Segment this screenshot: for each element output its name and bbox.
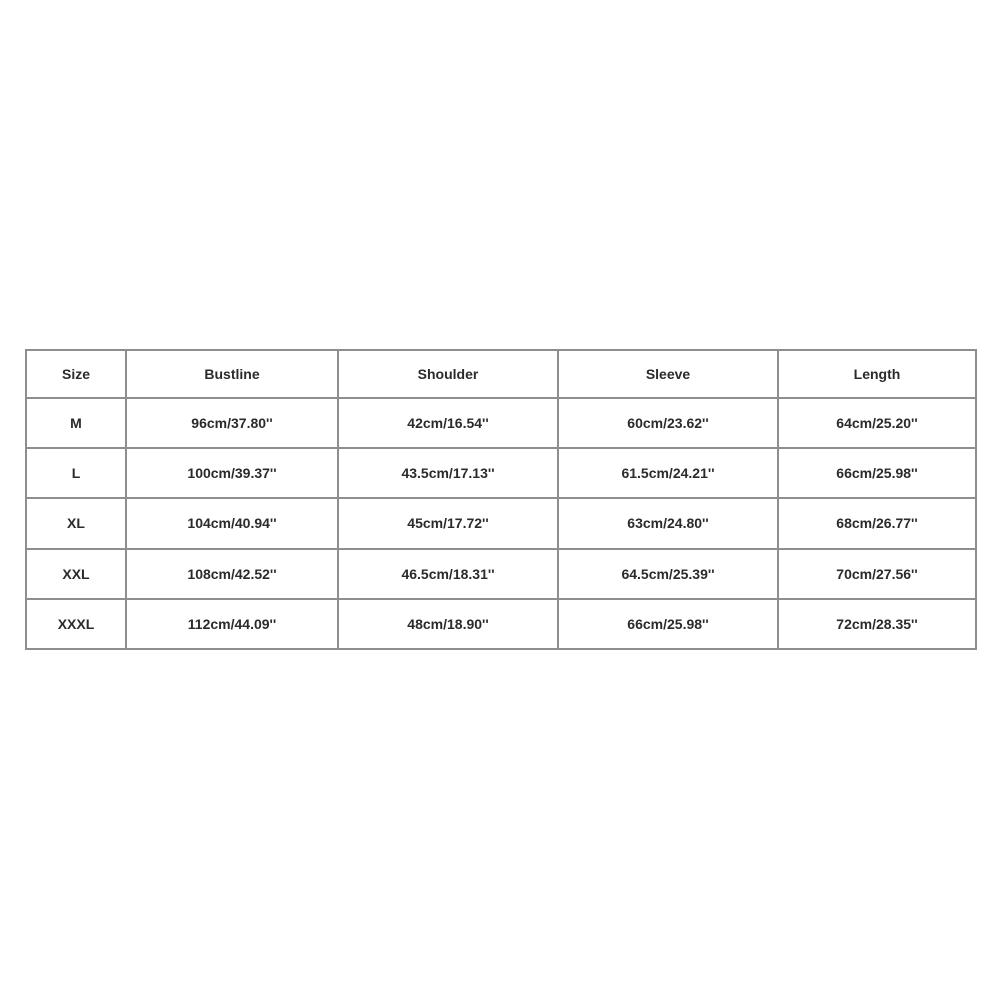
header-bustline: Bustline [126, 350, 338, 398]
cell-size: XXXL [26, 599, 126, 649]
cell-bustline: 96cm/37.80'' [126, 398, 338, 448]
header-sleeve: Sleeve [558, 350, 778, 398]
cell-shoulder: 46.5cm/18.31'' [338, 549, 558, 599]
size-chart-table [25, 349, 977, 650]
table-row [26, 498, 976, 548]
cell-sleeve: 66cm/25.98'' [558, 599, 778, 649]
header-size: Size [26, 350, 126, 398]
cell-sleeve: 60cm/23.62'' [558, 398, 778, 448]
cell-shoulder: 48cm/18.90'' [338, 599, 558, 649]
cell-shoulder: 43.5cm/17.13'' [338, 448, 558, 498]
table-row [26, 599, 976, 649]
cell-sleeve: 63cm/24.80'' [558, 498, 778, 548]
table-row [26, 448, 976, 498]
cell-shoulder: 45cm/17.72'' [338, 498, 558, 548]
cell-sleeve: 61.5cm/24.21'' [558, 448, 778, 498]
table-row [26, 549, 976, 599]
cell-bustline: 104cm/40.94'' [126, 498, 338, 548]
cell-length: 72cm/28.35'' [778, 599, 976, 649]
table-row [26, 398, 976, 448]
cell-shoulder: 42cm/16.54'' [338, 398, 558, 448]
cell-length: 66cm/25.98'' [778, 448, 976, 498]
cell-length: 70cm/27.56'' [778, 549, 976, 599]
table-header-row [26, 350, 976, 398]
cell-bustline: 108cm/42.52'' [126, 549, 338, 599]
header-shoulder: Shoulder [338, 350, 558, 398]
cell-size: M [26, 398, 126, 448]
cell-size: XL [26, 498, 126, 548]
cell-size: L [26, 448, 126, 498]
cell-size: XXL [26, 549, 126, 599]
cell-bustline: 100cm/39.37'' [126, 448, 338, 498]
cell-length: 68cm/26.77'' [778, 498, 976, 548]
cell-bustline: 112cm/44.09'' [126, 599, 338, 649]
header-length: Length [778, 350, 976, 398]
cell-length: 64cm/25.20'' [778, 398, 976, 448]
cell-sleeve: 64.5cm/25.39'' [558, 549, 778, 599]
